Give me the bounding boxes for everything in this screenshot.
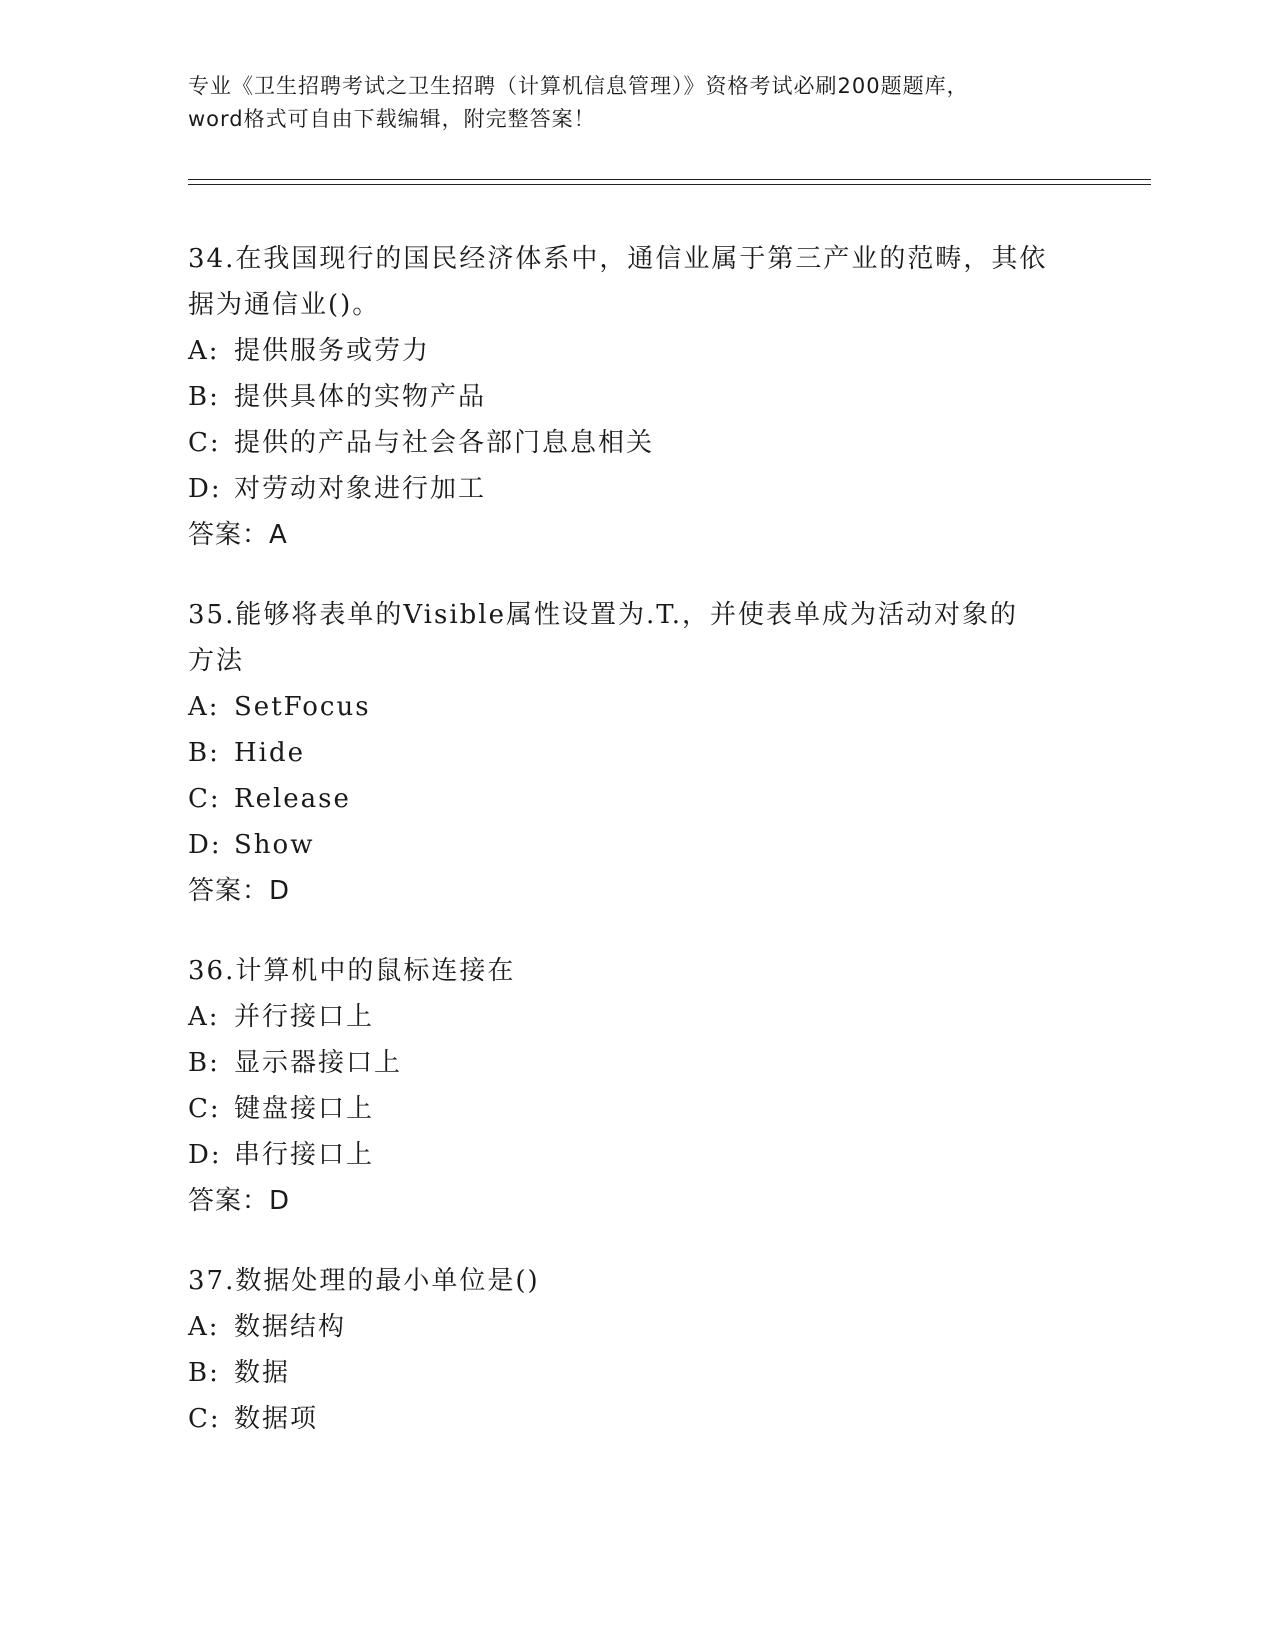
header-title-line-2: word格式可自由下载编辑，附完整答案！ (188, 107, 596, 131)
option-letter: D: (188, 830, 222, 860)
option-text: 数据结构 (234, 1312, 347, 1342)
option-b (188, 1350, 1088, 1396)
option-d (188, 466, 1088, 512)
option-d (188, 1132, 1088, 1178)
option-letter: A: (188, 692, 220, 722)
option-a (188, 994, 1088, 1040)
option-b (188, 730, 1088, 776)
option-text: SetFocus (234, 692, 371, 722)
question-stem-line: 37.数据处理的最小单位是() (188, 1266, 540, 1296)
option-letter: B: (188, 1048, 220, 1078)
question-35 (188, 592, 1088, 914)
option-text: 数据 (234, 1358, 291, 1388)
answer-line: 答案：A (188, 520, 288, 550)
option-text: 并行接口上 (234, 1002, 375, 1032)
option-letter: B: (188, 738, 220, 768)
answer-line: 答案：D (188, 1186, 291, 1216)
option-c (188, 1396, 1088, 1442)
question-36 (188, 948, 1088, 1224)
question-37 (188, 1258, 1088, 1442)
header-divider-top (188, 179, 1151, 180)
option-letter: C: (188, 1404, 221, 1434)
question-stem-line: 36.计算机中的鼠标连接在 (188, 956, 516, 986)
option-c (188, 420, 1088, 466)
option-letter: C: (188, 784, 221, 814)
option-text: 数据项 (234, 1404, 319, 1434)
question-stem-line: 34.在我国现行的国民经济体系中，通信业属于第三产业的范畴，其依 (188, 244, 1048, 274)
option-letter: B: (188, 1358, 220, 1388)
option-b (188, 1040, 1088, 1086)
header-divider-bottom (188, 184, 1151, 185)
question-34 (188, 236, 1088, 558)
option-c (188, 776, 1088, 822)
option-d (188, 822, 1088, 868)
question-stem-line: 35.能够将表单的Visible属性设置为.T.，并使表单成为活动对象的 (188, 600, 1019, 630)
option-letter: C: (188, 1094, 221, 1124)
option-a (188, 1304, 1088, 1350)
option-text: 提供服务或劳力 (234, 336, 431, 366)
option-text: 串行接口上 (234, 1140, 375, 1170)
option-text: Hide (234, 738, 306, 768)
question-list (188, 236, 1088, 1476)
option-b (188, 374, 1088, 420)
option-text: Release (234, 784, 351, 814)
option-text: 对劳动对象进行加工 (234, 474, 487, 504)
option-text: 键盘接口上 (234, 1094, 375, 1124)
option-text: 显示器接口上 (234, 1048, 403, 1078)
option-letter: D: (188, 1140, 222, 1170)
option-text: 提供的产品与社会各部门息息相关 (234, 428, 655, 458)
option-letter: A: (188, 336, 220, 366)
option-a (188, 684, 1088, 730)
option-a (188, 328, 1088, 374)
option-letter: A: (188, 1312, 220, 1342)
option-text: 提供具体的实物产品 (234, 382, 487, 412)
header-title-line-1: 专业《卫生招聘考试之卫生招聘（计算机信息管理）》资格考试必刷200题题库， (188, 74, 969, 98)
question-stem-line: 据为通信业()。 (188, 290, 381, 320)
option-c (188, 1086, 1088, 1132)
document-header (188, 70, 1088, 136)
option-text: Show (234, 830, 315, 860)
option-letter: A: (188, 1002, 220, 1032)
answer-line: 答案：D (188, 876, 291, 906)
option-letter: C: (188, 428, 221, 458)
option-letter: B: (188, 382, 220, 412)
option-letter: D: (188, 474, 222, 504)
question-stem-line: 方法 (188, 646, 245, 676)
